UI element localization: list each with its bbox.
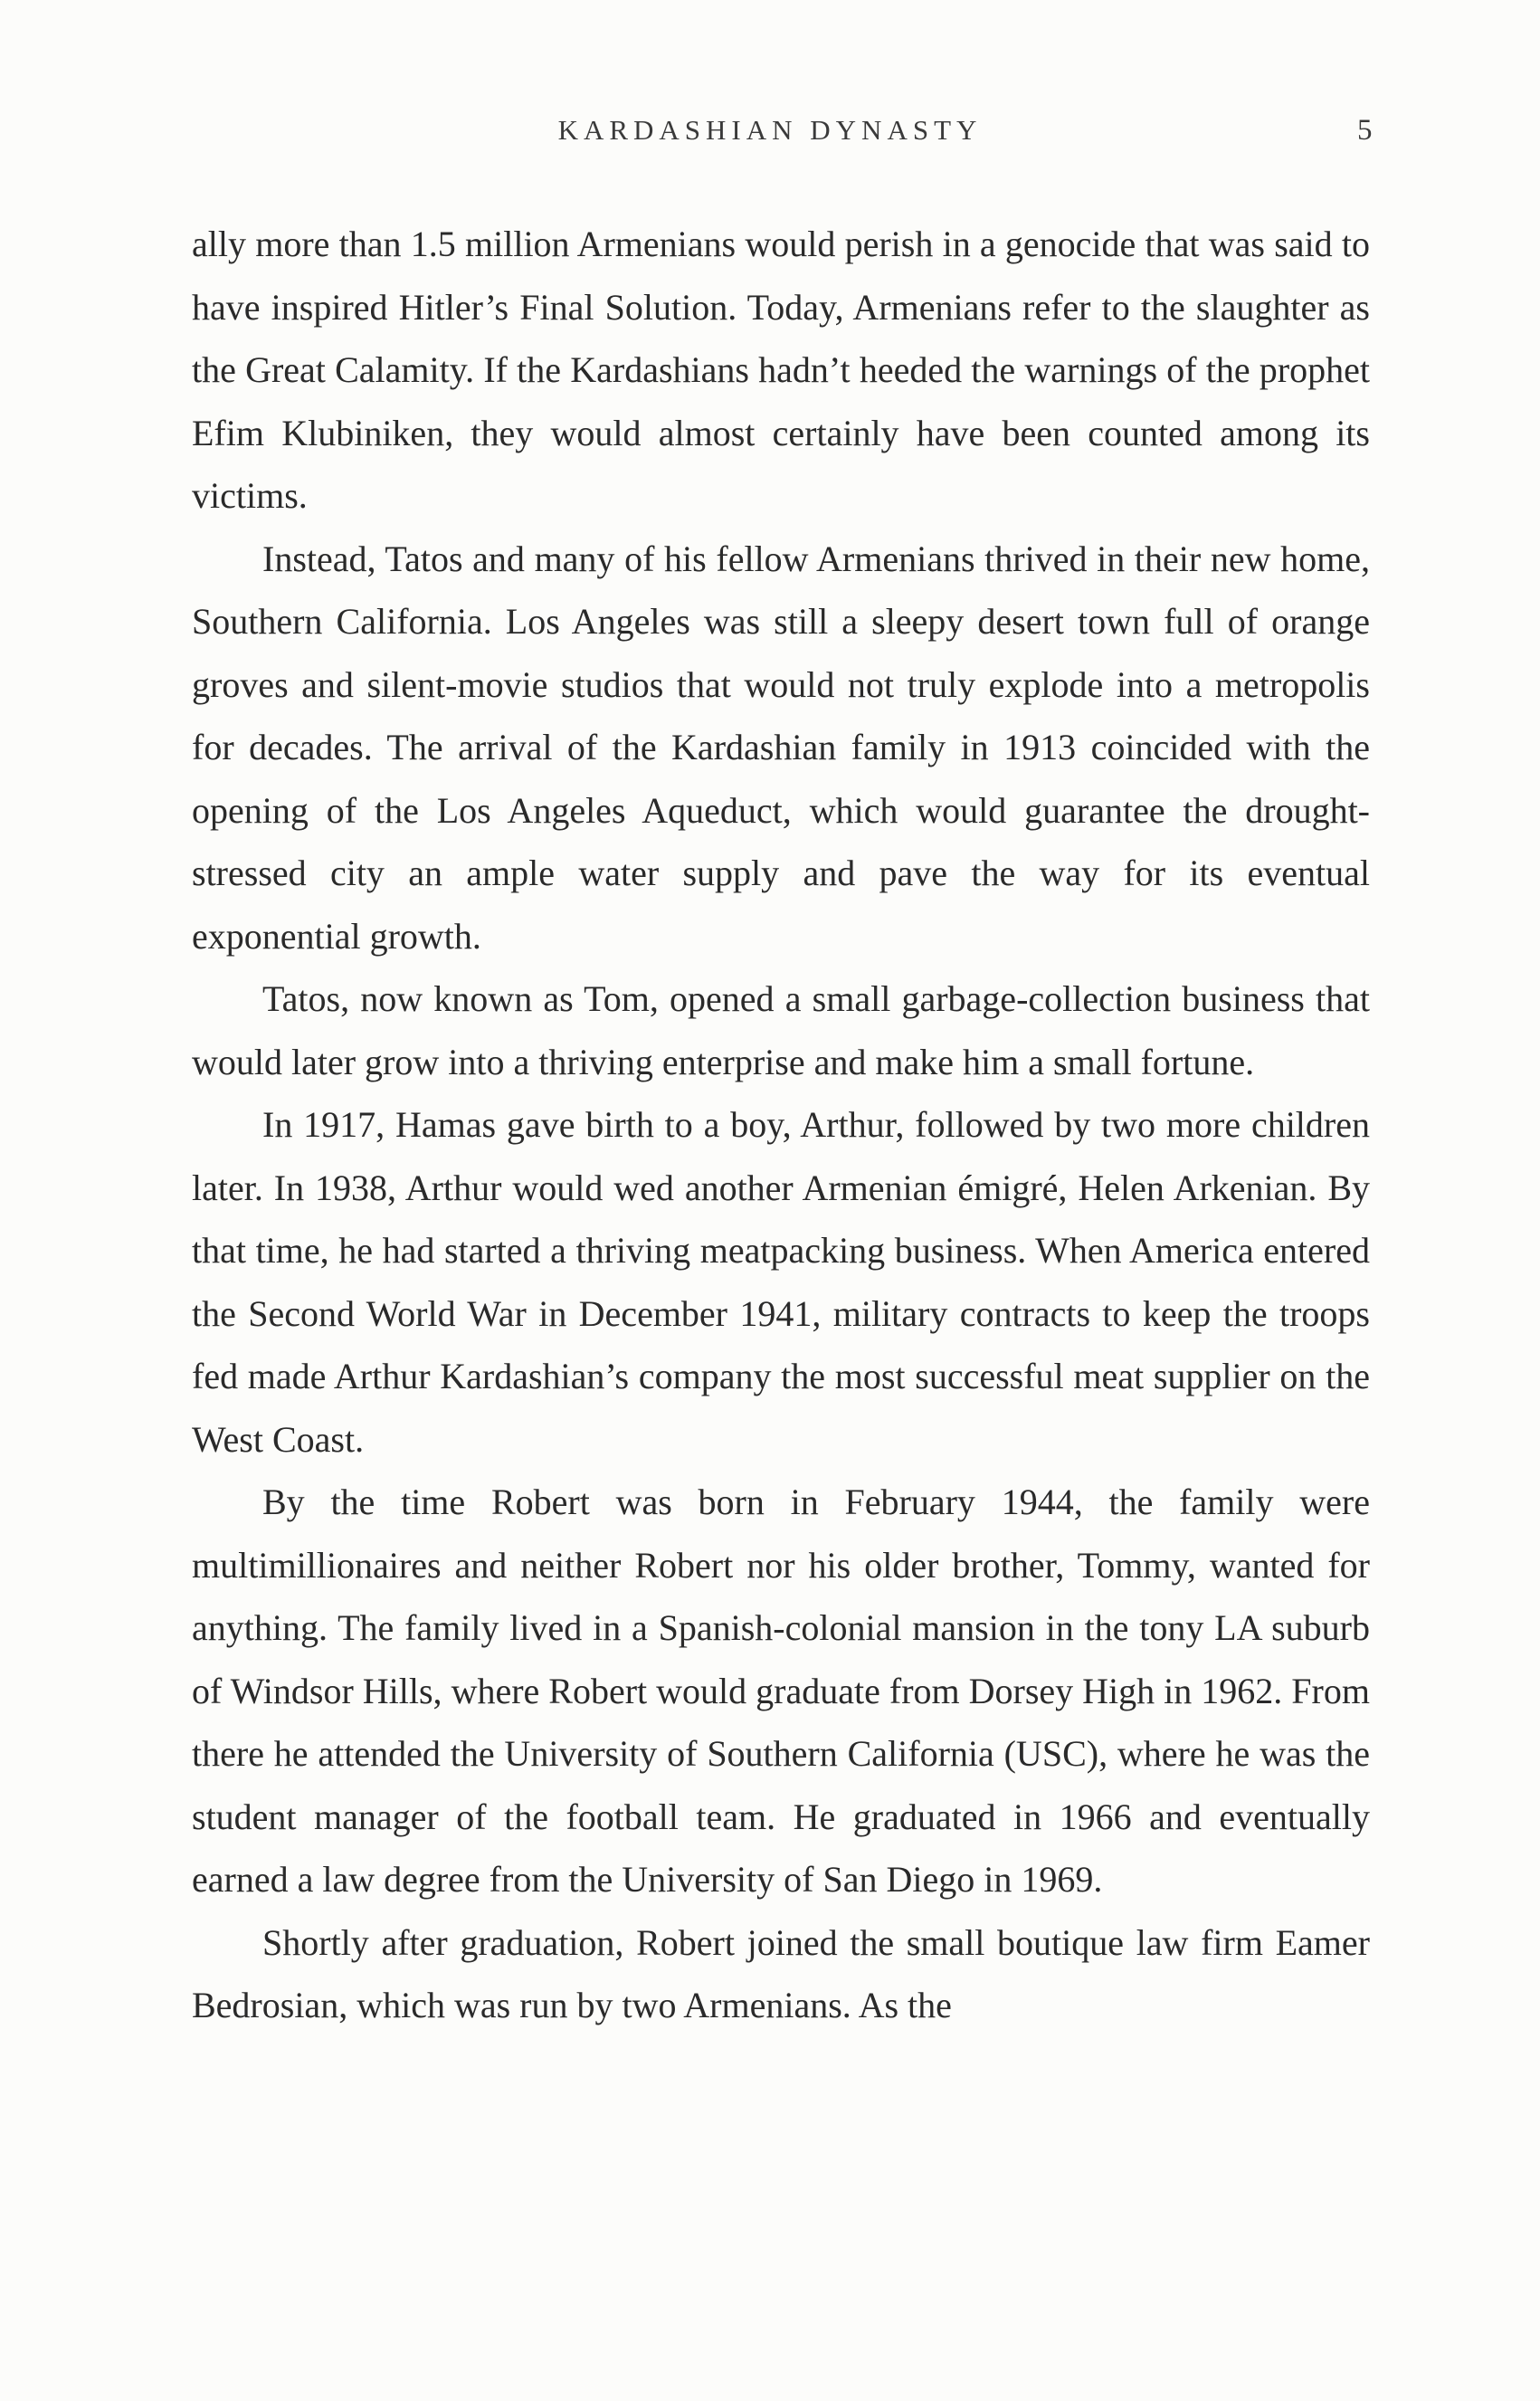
paragraph: Instead, Tatos and many of his fellow Armenians thrived in their new home, Southern California. Los Angeles was still a sleepy desert town full of orange groves and silent-movie studios that would not truly explode into a metropolis for decades. The arrival of the Kardashian family in 1913 coincided with the opening of the Los Angeles Aqueduct, which would guarantee the drought-stressed city an ample water supply and pave the way for its eventual exponential growth. (192, 538, 1370, 957)
body-text (192, 213, 1370, 2037)
page-number: 5 (1357, 114, 1373, 147)
running-head (0, 114, 1540, 159)
paragraph: ally more than 1.5 million Armenians would perish in a genocide that was said to have inspired Hitler’s Final Solution. Today, Armenians refer to the slaughter as the Great Calamity. If the Kardashians hadn’t heeded the warnings of the prophet Efim Klubiniken, they would almost certainly have been counted among its victims. (192, 224, 1370, 516)
paragraph: By the time Robert was born in February 1944, the family were multimillionaires and neither Robert nor his older brother, Tommy, wanted for anything. The family lived in a Spanish-colonial mansion in the tony LA suburb of Windsor Hills, where Robert would graduate from Dorsey High in 1962. From there he attended the University of Southern California (USC), where he was the student manager of the football team. He graduated in 1966 and eventually earned a law degree from the University of San Diego in 1969. (192, 1482, 1370, 1900)
paragraph: Shortly after graduation, Robert joined the small boutique law firm Eamer Bedrosian, which was run by two Armenians. As the (192, 1921, 1370, 2025)
paragraph: Tatos, now known as Tom, opened a small garbage-collection business that would later grow into a thriving enterprise and make him a small fortune. (192, 978, 1370, 1082)
running-title: KARDASHIAN DYNASTY (557, 114, 983, 146)
paragraph: In 1917, Hamas gave birth to a boy, Arthur, followed by two more children later. In 1938, Arthur would wed another Armenian émigré, Helen Arkenian. By that time, he had started a thriving meatpacking business. When America entered the Second World War in December 1941, military contracts to keep the troops fed made Arthur Kardashian’s company the most successful meat supplier on the West Coast. (192, 1104, 1370, 1460)
